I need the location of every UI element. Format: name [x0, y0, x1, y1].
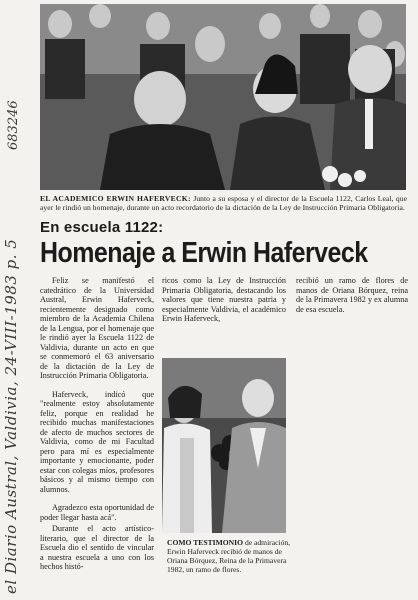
paragraph: Haferveck, indicó que "realmente estoy absolutamente feliz, porque en realidad he recibido muchas manifestaciones de afecto de muchos sectores de Valdivia, como de mi Facultad pero para mí es especialmente importante y emocionante, poder estar con colegas míos, profesores básicos y al mismo tiempo con alumnos. — [40, 389, 154, 494]
handwritten-archive-number: 683246 — [6, 100, 21, 150]
caption-text: Junto a su esposa y el director de la Escuela 1122, Carlos Leal, que ayer le rindió un homenaje, durante un acto recordatorio de la dictación de la Ley de Instrucción Primaria Obligatoria. — [40, 194, 408, 212]
photo-caption-2 — [167, 538, 293, 574]
kicker: En escuela 1122: — [40, 219, 164, 236]
caption-lead: COMO TESTIMONIO — [167, 538, 244, 547]
paragraph: recibió un ramo de flores de manos de Oriana Bórquez, reina de la Primavera 1982 y ex alumna de esa escuela. — [296, 276, 408, 314]
handwritten-source-note: el Diario Austral, Valdivia, 24-VIII-1983 p. 5 — [2, 238, 20, 594]
paragraph: Feliz se manifestó el catedrático de la Universidad Austral, Erwin Haferveck, recientemente designado como miembro de la Academia Chilena de la Lengua, por el homenaje que le rindió ayer la Escuela 1122 de Valdivia, durante un acto en que se conmemoró el 63 aniversario de la dictación de la Ley de Instrucción Primaria Obligatoria. — [40, 276, 154, 380]
headline: Homenaje a Erwin Haferveck — [40, 237, 368, 269]
paragraph: Agradezco esta oportunidad de poder llegar hasta acá". — [40, 503, 154, 522]
caption-lead: EL ACADEMICO ERWIN HAFERVECK: — [40, 194, 191, 203]
caption-text: de admiración, Erwin Haferveck recibió de manos de Oriana Bórquez, Reina de la Primavera 1982, un ramo de flores. — [167, 538, 291, 574]
article-column-2 — [162, 276, 286, 324]
flower-photo — [162, 358, 286, 533]
paragraph: Durante el acto artístico-literario, que el director de la Escuela dio el sentido de vincular a nuestra escuela a uno con los hechos histó- — [40, 524, 154, 571]
photo-caption — [40, 194, 407, 212]
ceremony-photo — [40, 4, 406, 190]
article-column-1 — [40, 276, 154, 572]
paragraph: ricos como la Ley de Instrucción Primaria Obligatoria, destacando los valores que tiene nuestra patria y especialmente Valdivia, el académico Erwin Haferveck, — [162, 276, 286, 323]
article-column-3 — [296, 276, 408, 314]
